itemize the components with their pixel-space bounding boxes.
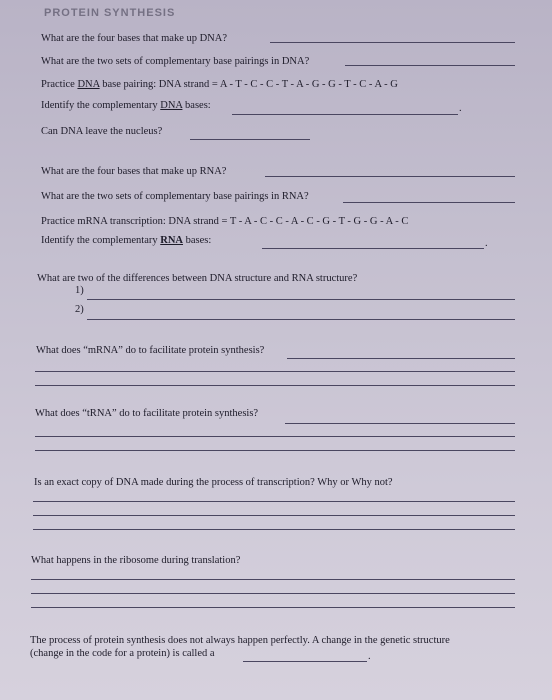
answer-line-difference-2[interactable] bbox=[87, 319, 515, 320]
answer-line-mutation[interactable] bbox=[243, 661, 367, 662]
question-dna-bases: What are the four bases that make up DNA? bbox=[41, 33, 228, 44]
question-dna-rna-differences: What are two of the differences between DNA structure and RNA structure? bbox=[37, 273, 358, 284]
closing-statement-line-2: (change in the code for a protein) is called a bbox=[30, 648, 215, 659]
answer-line-mrna-2[interactable] bbox=[35, 371, 515, 372]
question-ribosome: What happens in the ribosome during translation? bbox=[31, 555, 241, 566]
answer-line-trna-3[interactable] bbox=[35, 450, 515, 451]
answer-line-copy-1[interactable] bbox=[33, 501, 515, 502]
practice-mrna-transcription: Practice mRNA transcription: DNA strand = T - A - C - C - A - C - G - T - G - G - A - C bbox=[41, 216, 409, 227]
period: . bbox=[368, 651, 371, 662]
period: . bbox=[485, 238, 488, 249]
rna-practice-strand: T - A - C - C - A - C - G - T - G - G - A - C bbox=[229, 216, 409, 227]
question-rna-pairings: What are the two sets of complementary base pairings in RNA? bbox=[41, 191, 309, 202]
answer-line-trna-2[interactable] bbox=[35, 436, 515, 437]
answer-line-mrna-3[interactable] bbox=[35, 385, 515, 386]
answer-line-dna-nucleus[interactable] bbox=[190, 139, 310, 140]
question-transcription-copy: Is an exact copy of DNA made during the process of transcription? Why or Why not? bbox=[34, 477, 393, 488]
answer-line-rna-bases[interactable] bbox=[265, 176, 515, 177]
dna-underlined: DNA bbox=[77, 79, 100, 90]
answer-line-rna-complement[interactable] bbox=[262, 248, 484, 249]
answer-line-dna-complement[interactable] bbox=[232, 114, 458, 115]
answer-line-copy-2[interactable] bbox=[33, 515, 515, 516]
question-mrna-role: What does “mRNA” do to facilitate protein synthesis? bbox=[36, 345, 265, 356]
identify-dna-bases: Identify the complementary DNA bases: bbox=[41, 100, 211, 111]
answer-line-ribosome-2[interactable] bbox=[31, 593, 515, 594]
page-title: PROTEIN SYNTHESIS bbox=[44, 7, 176, 19]
list-number-2: 2) bbox=[75, 304, 84, 315]
answer-line-rna-pairings[interactable] bbox=[343, 202, 515, 203]
answer-line-ribosome-1[interactable] bbox=[31, 579, 515, 580]
question-rna-bases: What are the four bases that make up RNA? bbox=[41, 166, 227, 177]
answer-line-copy-3[interactable] bbox=[33, 529, 515, 530]
question-dna-pairings: What are the two sets of complementary base pairings in DNA? bbox=[41, 56, 310, 67]
question-trna-role: What does “tRNA” do to facilitate protein synthesis? bbox=[35, 408, 259, 419]
answer-line-mrna-1[interactable] bbox=[287, 358, 515, 359]
rna-underlined: RNA bbox=[160, 235, 183, 246]
period: . bbox=[459, 103, 462, 114]
closing-statement-line-1: The process of protein synthesis does not always happen perfectly. A change in the genetic structure bbox=[30, 635, 450, 646]
answer-line-difference-1[interactable] bbox=[87, 299, 515, 300]
answer-line-dna-bases[interactable] bbox=[270, 42, 515, 43]
practice-dna-pairing: Practice DNA base pairing: DNA strand = A - T - C - C - T - A - G - G - T - C - A - G bbox=[41, 79, 398, 90]
question-dna-nucleus: Can DNA leave the nucleus? bbox=[41, 126, 163, 137]
answer-line-ribosome-3[interactable] bbox=[31, 607, 515, 608]
answer-line-trna-1[interactable] bbox=[285, 423, 515, 424]
dna-strand-sequence: A - T - C - C - T - A - G - G - T - C - A - G bbox=[219, 79, 398, 90]
answer-line-dna-pairings[interactable] bbox=[345, 65, 515, 66]
dna-underlined: DNA bbox=[160, 100, 183, 111]
list-number-1: 1) bbox=[75, 285, 84, 296]
identify-rna-bases: Identify the complementary RNA bases: bbox=[41, 235, 212, 246]
